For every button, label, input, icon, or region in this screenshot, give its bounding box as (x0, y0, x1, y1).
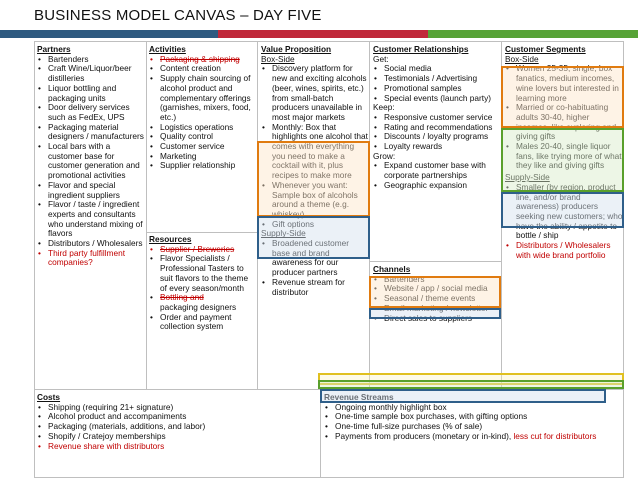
list-item: • Whenever you want: Sample box of alcohols around a theme (e.g. whiskey) (261, 181, 368, 220)
list-item: • Craft Wine/Liquor/beer distilleries (37, 64, 145, 83)
list-item: • Discounts / loyalty programs (373, 132, 500, 142)
revenue-list (324, 403, 622, 442)
partners-heading: Partners (37, 44, 71, 54)
list-item: • Supplier relationship (149, 161, 256, 171)
list-item: • Alcohol product and accompaniments (37, 412, 317, 422)
resources-list (149, 245, 256, 332)
list-item: • Shopify / Cratejoy memberships (37, 432, 317, 442)
keep-list (373, 113, 500, 152)
segments-section (505, 45, 623, 260)
list-item: • Flavor Specialists / Professional Tasters to suit flavors to the theme of every season/month (149, 254, 256, 293)
list-item-struck: • Packaging & shipping (149, 55, 256, 65)
channels-list (373, 275, 500, 324)
list-item: • Women 25-35, single, box fanatics, medium incomes, wine lovers but interested in learning more (505, 64, 623, 103)
costs-list (37, 403, 317, 452)
revenue-heading: Revenue Streams (324, 392, 394, 402)
list-item: • Revenue stream for distributor (261, 278, 368, 297)
list-item: • Males 20-40, single liquor fans, like trying more of what they like and giving gifts (505, 142, 623, 171)
list-item: • Bartenders (37, 55, 145, 65)
activities-section (149, 45, 256, 171)
list-item: • Shipping (requiring 21+ signature) (37, 403, 317, 413)
resources-heading: Resources (149, 234, 192, 244)
divider-value-relationships (369, 41, 370, 389)
band-blue (0, 30, 218, 38)
list-item: • One-time full-size purchases (% of sale) (324, 422, 622, 432)
value-supply-list (261, 239, 368, 297)
divider-partners-activities (146, 41, 147, 389)
segments-box-side-label: Box-Side (505, 53, 539, 64)
band-green (428, 30, 638, 38)
resources-section (149, 235, 256, 332)
channels-section (373, 265, 500, 323)
get-label: Get: (373, 53, 389, 64)
list-item: • Website / app / social media (373, 284, 500, 294)
partners-list (37, 55, 145, 268)
red-text: less cut for distributors (513, 430, 597, 441)
divider-bottom-row (34, 389, 624, 390)
list-item: • Testimonials / Advertising (373, 74, 500, 84)
list-item: • Married or co-habituating adults 30-40, higher incomes, like exploring and giving gifts (505, 103, 623, 142)
list-item-struck: • Supplier / Breweries (149, 245, 256, 255)
value-section (261, 45, 368, 297)
segments-supply-list (505, 183, 623, 261)
segments-list (505, 64, 623, 171)
divider-relationships-segments (501, 41, 502, 389)
list-item: • Responsive customer service (373, 113, 500, 123)
list-item: • Ongoing monthly highlight box (324, 403, 622, 413)
list-item: • Promotional samples (373, 84, 500, 94)
struck-text: Bottling and (160, 292, 204, 303)
costs-heading: Costs (37, 392, 61, 402)
segments-heading: Customer Segments (505, 44, 586, 54)
relationships-heading: Customer Relationships (373, 44, 469, 54)
divider-relationships-channels (369, 261, 501, 262)
costs-section (37, 393, 317, 451)
list-item: • Rating and recommendations (373, 123, 500, 133)
list-item: • Seasonal / theme events (373, 294, 500, 304)
value-list (261, 64, 368, 229)
list-item-text: packaging designers (160, 301, 237, 312)
list-item (149, 293, 256, 312)
list-item: • Supply chain sourcing of alcohol product and complementary offerings (garnishes, mixers, food, etc.) (149, 74, 256, 123)
list-item-red: • Third party fulfillment companies? (37, 249, 145, 268)
list-item-text: Payments from producers (monetary or in-kind), (335, 430, 512, 441)
list-item: • Distributors / Wholesalers (37, 239, 145, 249)
list-item: • Packaging (materials, additions, and labor) (37, 422, 317, 432)
revenue-section (324, 393, 622, 442)
value-supply-side-label: Supply-Side (261, 228, 306, 239)
divider-activities-resources (146, 232, 257, 233)
list-item: • Logistics operations (149, 123, 256, 133)
partners-section (37, 45, 145, 268)
list-item: • Bartenders (373, 275, 500, 285)
grow-label: Grow: (373, 150, 396, 161)
list-item: • Social media (373, 64, 500, 74)
list-item: • Special events (launch party) (373, 94, 500, 104)
list-item-red: • Distributors / Wholesalers with wide brand portfolio (505, 241, 623, 260)
list-item: • Email marketing / newsletter (373, 304, 500, 314)
list-item: • Customer service (149, 142, 256, 152)
list-item: • Smaller (by region, product line, and/or brand awareness) producers seeking new customers; who have the ability / appetite to bottle / ship (505, 183, 623, 241)
list-item: • Monthly: Box that highlights one alcohol that comes with everything you need to make a cocktail with it, plus recipes to make more (261, 123, 368, 181)
list-item: • Content creation (149, 64, 256, 74)
list-item-red: • Revenue share with distributors (37, 442, 317, 452)
list-item: • Loyalty rewards (373, 142, 500, 152)
list-item: • Gift options (261, 220, 368, 230)
divider-activities-value (257, 41, 258, 389)
list-item (324, 432, 622, 442)
list-item: • Packaging material designers / manufacturers (37, 123, 145, 142)
list-item: • Quality control (149, 132, 256, 142)
list-item: • Geographic expansion (373, 181, 500, 191)
list-item: • Expand customer base with corporate partnerships (373, 161, 500, 180)
page-title: BUSINESS MODEL CANVAS – DAY FIVE (34, 7, 322, 24)
list-item: • Door delivery services such as FedEx, UPS (37, 103, 145, 122)
list-item: • One-time sample box purchases, with gifting options (324, 412, 622, 422)
list-item: • Flavor and special ingredient suppliers (37, 181, 145, 200)
relationships-section (373, 45, 500, 191)
list-item: • Order and payment collection system (149, 313, 256, 332)
list-item: • Direct sales to suppliers (373, 314, 500, 324)
get-list (373, 64, 500, 103)
list-item: • Discovery platform for new and exciting alcohols (beer, wines, spirits, etc.) from small-batch producers unavailable in most major markets (261, 64, 368, 122)
value-heading: Value Proposition (261, 44, 332, 54)
divider-costs-revenue (320, 389, 321, 478)
value-box-side-label: Box-Side (261, 53, 295, 64)
activities-heading: Activities (149, 44, 186, 54)
activities-list (149, 55, 256, 171)
list-item: • Flavor / taste / ingredient experts and consultants who understand mixing of flavors (37, 200, 145, 239)
keep-label: Keep: (373, 102, 395, 113)
list-item: • Broadened customer base and brand awareness for our producer partners (261, 239, 368, 278)
list-item: • Local bars with a customer base for customer generation and promotional activities (37, 142, 145, 181)
list-item: • Liquor bottling and packaging units (37, 84, 145, 103)
segments-supply-side-label: Supply-Side (505, 172, 550, 183)
grow-list (373, 161, 500, 190)
list-item: • Marketing (149, 152, 256, 162)
channels-heading: Channels (373, 264, 411, 274)
band-red (218, 30, 428, 38)
color-bands (0, 30, 638, 38)
